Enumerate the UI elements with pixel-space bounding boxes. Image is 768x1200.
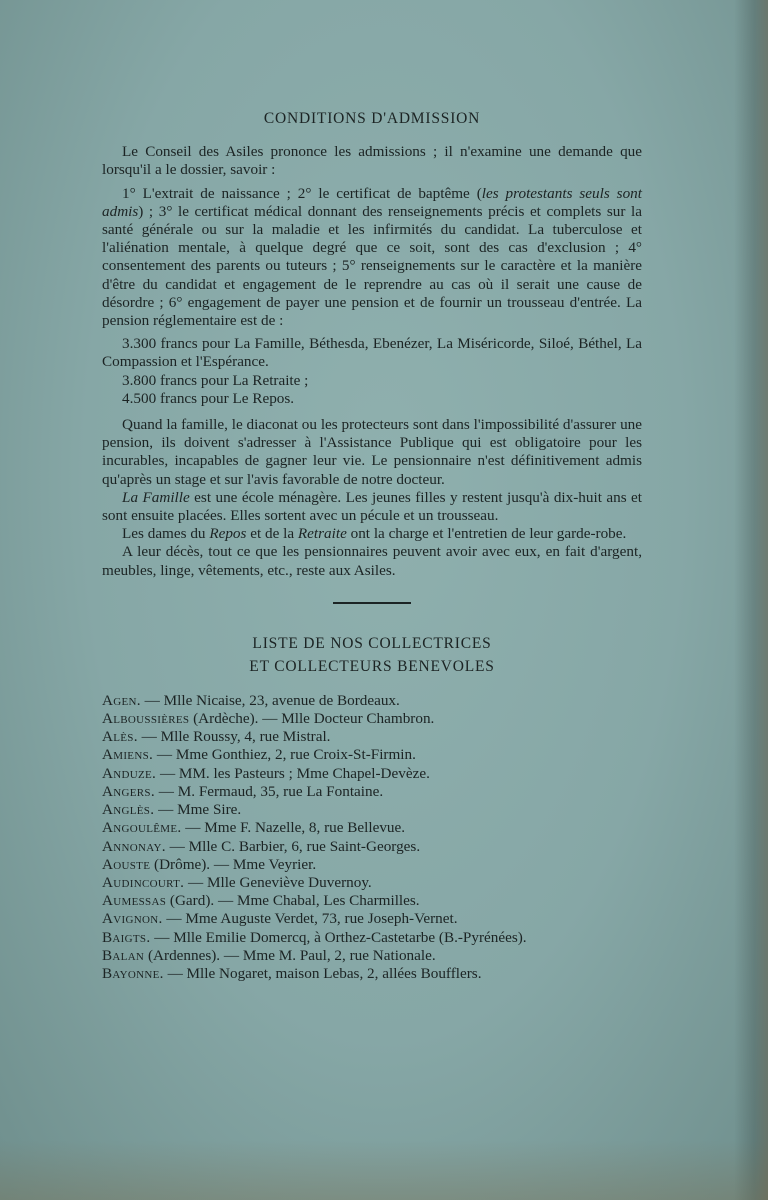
city-name: Alès.: [102, 728, 138, 746]
list-item: [102, 746, 642, 764]
title-line-1: LISTE DE NOS COLLECTRICES: [252, 634, 492, 652]
city-name: Alboussières: [102, 710, 190, 728]
entry-text: (Drôme). — Mme Veyrier.: [150, 855, 317, 873]
dames-retraite-italic: Retraite: [297, 525, 347, 543]
list-item: [102, 874, 642, 892]
document-body: [102, 110, 642, 983]
city-name: Audincourt.: [102, 873, 185, 891]
city-name: Anduze.: [102, 764, 157, 782]
list-item: [102, 838, 642, 856]
section-title-conditions: CONDITIONS D'ADMISSION: [263, 110, 481, 127]
intro-paragraph: Le Conseil des Asiles prononce les admissions ; il n'examine une demande que lorsqu'il a le dossier, savoir :: [102, 143, 642, 179]
dames-text-a: Les dames du: [122, 525, 210, 543]
city-name: Anglès.: [102, 801, 155, 819]
section-title-collectrices: [102, 632, 642, 678]
famille-italic: La Famille: [122, 488, 190, 506]
famille-paragraph: [102, 489, 642, 525]
entry-text: — Mlle Emilie Domercq, à Orthez-Castetarbe (B.-Pyrénées).: [150, 928, 527, 946]
entry-text: — Mme F. Nazelle, 8, rue Bellevue.: [181, 819, 406, 837]
list-item: [102, 728, 642, 746]
city-name: Baigts.: [102, 928, 151, 946]
city-name: Aumessas: [102, 892, 167, 910]
page-bottom-stain: [0, 1140, 768, 1200]
list-item: [102, 801, 642, 819]
list-item: [102, 765, 642, 783]
deces-paragraph: A leur décès, tout ce que les pensionnaires peuvent avoir avec eux, en fait d'argent, meubles, linge, vêtements, etc., reste aux Asiles.: [102, 543, 642, 579]
entry-text: (Ardennes). — Mme M. Paul, 2, rue Nationale.: [144, 946, 436, 964]
city-name: Amiens.: [102, 746, 154, 764]
requirements-italic: les protestants seuls sont admis: [102, 184, 642, 220]
entry-text: — Mme Sire.: [154, 801, 242, 819]
famille-text: est une école ménagère. Les jeunes filles y restent jusqu'à dix-huit ans et sont ensuite placées. Elles sortent avec un pécule et un trousseau.: [102, 488, 643, 525]
entry-text: — Mlle Nogaret, maison Lebas, 2, allées Boufflers.: [163, 964, 482, 982]
page-edge-shadow: [734, 0, 768, 1200]
section-divider: [333, 602, 411, 604]
entry-text: — Mlle Roussy, 4, rue Mistral.: [137, 728, 331, 746]
city-name: Balan: [102, 946, 145, 964]
dames-text-c: ont la charge et l'entretien de leur garde-robe.: [346, 525, 627, 543]
entry-text: (Ardèche). — Mlle Docteur Chambron.: [189, 710, 435, 728]
entry-text: — MM. les Pasteurs ; Mme Chapel-Devèze.: [156, 764, 430, 782]
city-name: Aouste: [102, 855, 151, 873]
dames-repos-italic: Repos: [209, 525, 247, 543]
city-name: Bayonne.: [102, 964, 164, 982]
city-name: Agen.: [102, 691, 141, 709]
list-item: [102, 783, 642, 801]
requirements-paragraph: [102, 185, 642, 331]
list-item: [102, 910, 642, 928]
collectors-list: [102, 692, 642, 983]
list-item: [102, 929, 642, 947]
requirements-text-a: 1° L'extrait de naissance ; 2° le certificat de baptême (: [122, 184, 482, 202]
requirements-text-b: ) ; 3° le certificat médical donnant des renseignements précis et complets sur la santé générale ou sur la maladie et les infirmités du candidat. La tuberculose et l'aliénation mentale, à quelque degré que ce soit, sont des cas d'exclusion ; 4° consentement des parents ou tuteurs ; 5° renseignements sur le caractère et la manière d'être du candidat et engagement de le reprendre au cas où il serait une cause de désordre ; 6° engagement de payer une pension et de fournir un trousseau d'entrée. La pension réglementaire est de :: [102, 202, 642, 330]
pension-item: 3.800 francs pour La Retraite ;: [122, 371, 309, 389]
city-name: Annonay.: [102, 837, 166, 855]
pension-item: 3.300 francs pour La Famille, Béthesda, Ebenézer, La Miséricorde, Siloé, Béthel, La Compassion et l'Espérance.: [102, 335, 642, 371]
entry-text: (Gard). — Mme Chabal, Les Charmilles.: [166, 892, 420, 910]
city-name: Avignon.: [102, 910, 163, 928]
list-item: [102, 965, 642, 983]
list-item: [102, 692, 642, 710]
dames-paragraph: [102, 525, 642, 543]
title-line-2: ET COLLECTEURS BENEVOLES: [249, 657, 495, 675]
entry-text: — Mlle Nicaise, 23, avenue de Bordeaux.: [140, 691, 400, 709]
assistance-paragraph: Quand la famille, le diaconat ou les protecteurs sont dans l'impossibilité d'assurer une pension, ils doivent s'adresser à l'Assistance Publique qui est obligatoire pour les incurables, incapables de gagner leur vie. Le pensionnaire n'est définitivement admis qu'après un stage et sur l'avis favorable de notre docteur.: [102, 416, 642, 488]
dames-text-b: et de la: [246, 525, 298, 543]
pension-item: 4.500 francs pour Le Repos.: [122, 389, 295, 407]
entry-text: — Mlle C. Barbier, 6, rue Saint-Georges.: [165, 837, 421, 855]
list-item: [102, 710, 642, 728]
list-item: [102, 947, 642, 965]
entry-text: — Mme Auguste Verdet, 73, rue Joseph-Vernet.: [162, 910, 458, 928]
city-name: Angoulême.: [102, 819, 182, 837]
entry-text: — Mlle Geneviève Duvernoy.: [184, 873, 372, 891]
list-item: [102, 892, 642, 910]
city-name: Angers.: [102, 782, 155, 800]
entry-text: — M. Fermaud, 35, rue La Fontaine.: [154, 782, 384, 800]
list-item: [102, 856, 642, 874]
entry-text: — Mme Gonthiez, 2, rue Croix-St-Firmin.: [153, 746, 416, 764]
list-item: [102, 819, 642, 837]
